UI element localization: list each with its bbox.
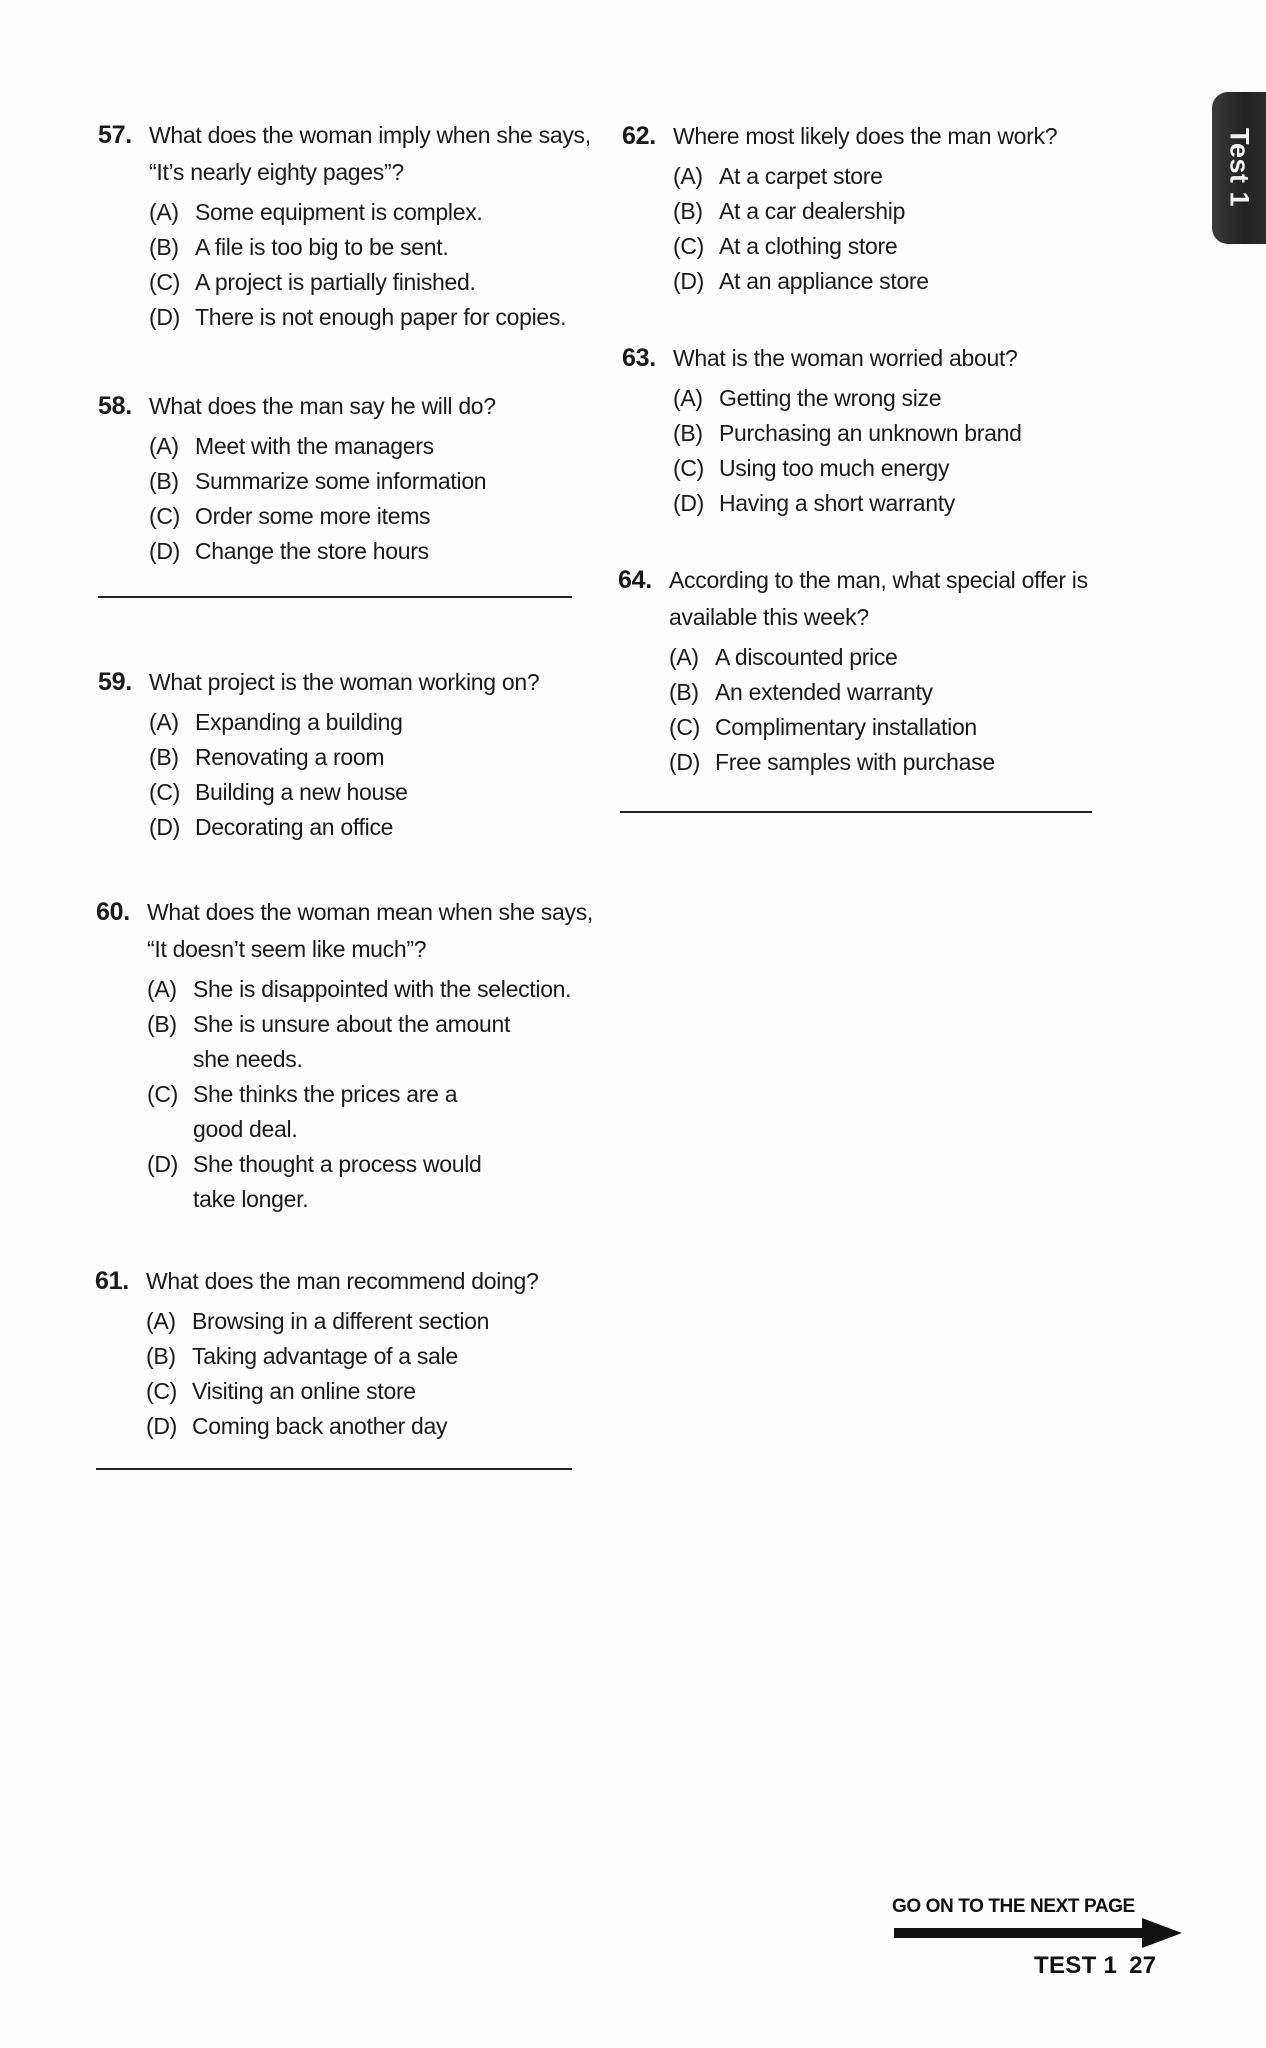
option-text: A discounted price bbox=[715, 644, 898, 670]
question-text: What is the woman worried about? bbox=[673, 345, 1018, 371]
option-letter: (A) bbox=[149, 199, 179, 225]
option-letter: (A) bbox=[147, 976, 177, 1002]
option-letter: (D) bbox=[149, 304, 181, 330]
question-60 bbox=[96, 894, 596, 1217]
answer-option-b[interactable] bbox=[673, 416, 1102, 451]
option-letter: (D) bbox=[673, 268, 705, 294]
answer-option-d[interactable] bbox=[149, 810, 598, 845]
answer-option-b[interactable] bbox=[149, 740, 598, 775]
question-number: 57. bbox=[98, 121, 132, 149]
option-text: An extended warranty bbox=[715, 679, 933, 705]
option-text: Visiting an online store bbox=[192, 1378, 416, 1404]
option-text: Using too much energy bbox=[719, 455, 950, 481]
option-text: She thinks the prices are a good deal. bbox=[193, 1081, 458, 1142]
option-letter: (C) bbox=[149, 779, 181, 805]
answer-option-b[interactable] bbox=[669, 675, 1098, 710]
answer-option-d[interactable] bbox=[669, 745, 1098, 780]
option-letter: (B) bbox=[149, 234, 179, 260]
answer-option-c[interactable] bbox=[149, 499, 598, 534]
answer-option-c[interactable] bbox=[147, 1077, 596, 1147]
option-letter: (B) bbox=[673, 420, 703, 446]
answer-option-c[interactable] bbox=[149, 265, 598, 300]
answer-option-d[interactable] bbox=[146, 1409, 595, 1444]
option-letter: (D) bbox=[147, 1151, 179, 1177]
question-61 bbox=[95, 1263, 595, 1444]
question-number: 59. bbox=[98, 668, 132, 696]
page-footer bbox=[1034, 1952, 1156, 1980]
option-letter: (A) bbox=[146, 1308, 176, 1334]
answer-option-b[interactable] bbox=[146, 1339, 595, 1374]
page-number: 27 bbox=[1129, 1952, 1157, 1979]
test-section-tab-label: Test 1 bbox=[1224, 128, 1255, 208]
question-64 bbox=[618, 562, 1098, 780]
question-text: What does the woman mean when she says, “It doesn’t seem like much”? bbox=[147, 899, 593, 962]
section-divider bbox=[620, 811, 1092, 813]
option-letter: (D) bbox=[669, 749, 701, 775]
right-arrow-icon bbox=[892, 1922, 1192, 1944]
question-text: What project is the woman working on? bbox=[149, 669, 540, 695]
answer-option-d[interactable] bbox=[147, 1147, 596, 1217]
option-text: Getting the wrong size bbox=[719, 385, 942, 411]
option-letter: (C) bbox=[669, 714, 701, 740]
option-text: Decorating an office bbox=[195, 814, 394, 840]
option-letter: (A) bbox=[149, 433, 179, 459]
question-number: 63. bbox=[622, 344, 656, 372]
answer-option-c[interactable] bbox=[673, 229, 1102, 264]
option-letter: (D) bbox=[146, 1413, 178, 1439]
option-letter: (B) bbox=[149, 468, 179, 494]
option-letter: (C) bbox=[149, 503, 181, 529]
option-text: Meet with the managers bbox=[195, 433, 434, 459]
option-text: At a clothing store bbox=[719, 233, 898, 259]
option-text: Purchasing an unknown brand bbox=[719, 420, 1022, 446]
test-section-tab bbox=[1212, 92, 1266, 244]
question-62 bbox=[622, 118, 1102, 299]
option-text: Summarize some information bbox=[195, 468, 487, 494]
option-text: Expanding a building bbox=[195, 709, 403, 735]
question-text: According to the man, what special offer is available this week? bbox=[669, 567, 1088, 630]
question-text: Where most likely does the man work? bbox=[673, 123, 1058, 149]
go-to-next-page[interactable] bbox=[892, 1896, 1192, 1944]
option-text: She is disappointed with the selection. bbox=[193, 976, 572, 1002]
option-letter: (B) bbox=[673, 198, 703, 224]
question-59 bbox=[98, 664, 598, 845]
answer-option-a[interactable] bbox=[147, 972, 596, 1007]
question-text: What does the man recommend doing? bbox=[146, 1268, 539, 1294]
option-letter: (C) bbox=[146, 1378, 178, 1404]
option-text: Building a new house bbox=[195, 779, 408, 805]
question-number: 61. bbox=[95, 1267, 129, 1295]
answer-option-d[interactable] bbox=[149, 534, 598, 569]
option-letter: (D) bbox=[149, 538, 181, 564]
answer-option-c[interactable] bbox=[669, 710, 1098, 745]
option-letter: (C) bbox=[149, 269, 181, 295]
answer-option-a[interactable] bbox=[669, 640, 1098, 675]
option-text: Coming back another day bbox=[192, 1413, 448, 1439]
option-letter: (B) bbox=[149, 744, 179, 770]
option-text: Free samples with purchase bbox=[715, 749, 995, 775]
answer-option-c[interactable] bbox=[149, 775, 598, 810]
option-text: Some equipment is complex. bbox=[195, 199, 483, 225]
answer-option-b[interactable] bbox=[673, 194, 1102, 229]
section-divider bbox=[98, 596, 572, 598]
option-letter: (A) bbox=[149, 709, 179, 735]
go-to-next-page-label: GO ON TO THE NEXT PAGE bbox=[892, 1896, 1135, 1917]
question-text: What does the man say he will do? bbox=[149, 393, 496, 419]
option-text: Taking advantage of a sale bbox=[192, 1343, 458, 1369]
option-text: Change the store hours bbox=[195, 538, 429, 564]
answer-option-a[interactable] bbox=[149, 195, 598, 230]
option-text: There is not enough paper for copies. bbox=[195, 304, 567, 330]
answer-option-a[interactable] bbox=[673, 381, 1102, 416]
option-letter: (B) bbox=[669, 679, 699, 705]
option-text: Having a short warranty bbox=[719, 490, 955, 516]
option-letter: (A) bbox=[669, 644, 699, 670]
option-letter: (A) bbox=[673, 163, 703, 189]
option-letter: (B) bbox=[147, 1011, 177, 1037]
option-text: She is unsure about the amount she needs. bbox=[193, 1011, 511, 1072]
answer-option-c[interactable] bbox=[146, 1374, 595, 1409]
answer-option-d[interactable] bbox=[673, 486, 1102, 521]
question-58 bbox=[98, 388, 598, 569]
option-letter: (B) bbox=[146, 1343, 176, 1369]
option-text: At an appliance store bbox=[719, 268, 929, 294]
answer-option-b[interactable] bbox=[149, 230, 598, 265]
option-letter: (C) bbox=[673, 233, 705, 259]
option-letter: (C) bbox=[147, 1081, 179, 1107]
answer-option-a[interactable] bbox=[673, 159, 1102, 194]
question-63 bbox=[622, 340, 1102, 521]
answer-option-d[interactable] bbox=[149, 300, 598, 335]
option-letter: (A) bbox=[673, 385, 703, 411]
answer-option-b[interactable] bbox=[147, 1007, 596, 1077]
answer-option-c[interactable] bbox=[673, 451, 1102, 486]
question-57 bbox=[98, 117, 598, 335]
option-text: Order some more items bbox=[195, 503, 431, 529]
answer-option-a[interactable] bbox=[146, 1304, 595, 1339]
option-text: Browsing in a different section bbox=[192, 1308, 490, 1334]
answer-option-b[interactable] bbox=[149, 464, 598, 499]
option-text: At a car dealership bbox=[719, 198, 906, 224]
option-letter: (D) bbox=[149, 814, 181, 840]
question-number: 58. bbox=[98, 392, 132, 420]
test-label: TEST 1 bbox=[1034, 1952, 1118, 1979]
option-text: Renovating a room bbox=[195, 744, 385, 770]
answer-option-a[interactable] bbox=[149, 705, 598, 740]
option-text: A file is too big to be sent. bbox=[195, 234, 449, 260]
option-text: Complimentary installation bbox=[715, 714, 977, 740]
answer-option-a[interactable] bbox=[149, 429, 598, 464]
question-number: 60. bbox=[96, 898, 130, 926]
option-text: At a carpet store bbox=[719, 163, 883, 189]
question-text: What does the woman imply when she says, “It’s nearly eighty pages”? bbox=[149, 122, 591, 185]
option-text: She thought a process would take longer. bbox=[193, 1151, 482, 1212]
section-divider bbox=[96, 1468, 572, 1470]
option-letter: (D) bbox=[673, 490, 705, 516]
option-letter: (C) bbox=[673, 455, 705, 481]
question-number: 62. bbox=[622, 122, 656, 150]
option-text: A project is partially finished. bbox=[195, 269, 476, 295]
question-number: 64. bbox=[618, 566, 652, 594]
answer-option-d[interactable] bbox=[673, 264, 1102, 299]
